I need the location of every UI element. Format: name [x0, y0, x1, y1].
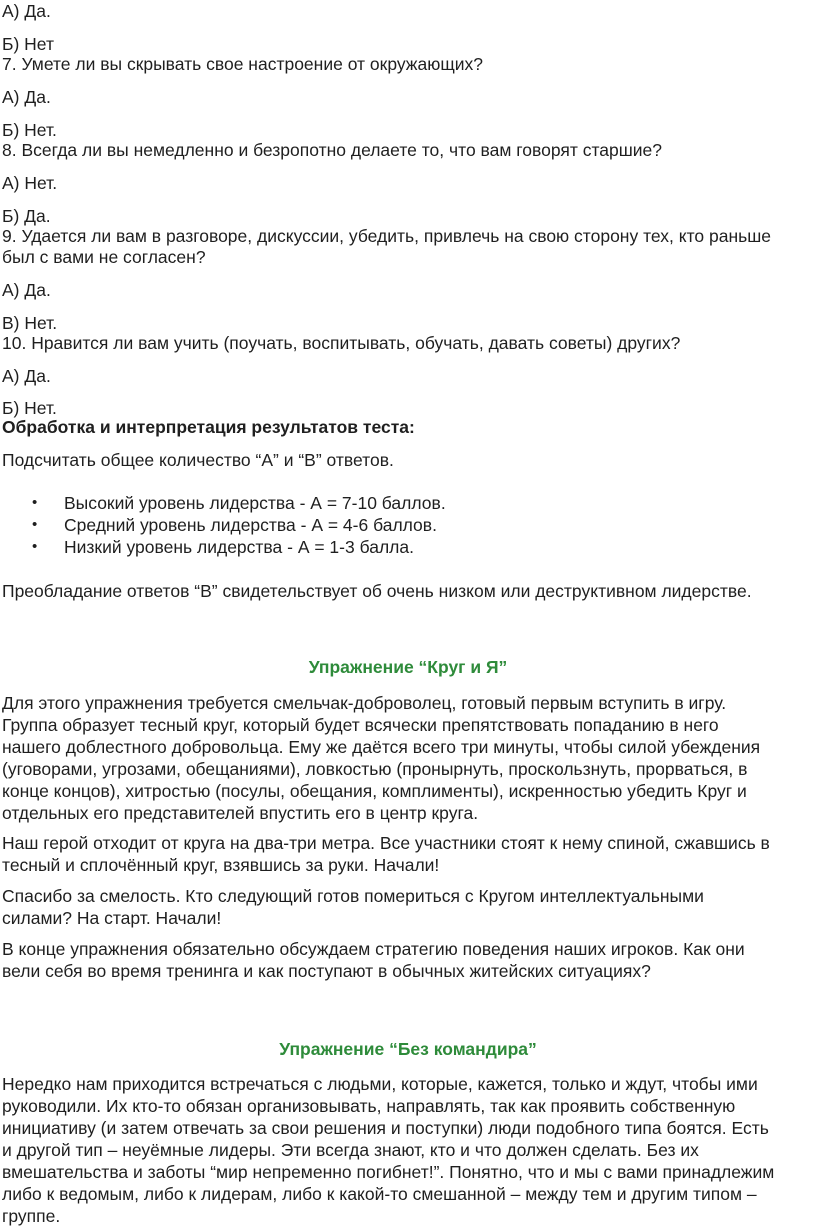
answer-option: А) Да. — [2, 280, 51, 300]
paragraph-line: Преобладание ответов “В” свидетельствует об очень низком или деструктивном лидерстве. — [2, 581, 752, 601]
answer-option: В) Нет. — [2, 313, 58, 333]
bullet-icon: • — [32, 516, 38, 533]
paragraph-line: Группа образует тесный круг, который будет всячески препятствовать попаданию в него — [2, 715, 719, 735]
list-item: Средний уровень лидерства - А = 4-6 баллов. — [64, 515, 437, 535]
paragraph-line: конце концов), хитростью (посулы, обещания, комплименты), искренностью убедить Круг и — [2, 781, 747, 801]
paragraph-line: Спасибо за смелость. Кто следующий готов помериться с Кругом интеллектуальными — [2, 886, 704, 906]
paragraph-line: и другой тип – неуёмные лидеры. Эти всегда знают, кто и что должен сделать. Без их — [2, 1140, 699, 1160]
paragraph-line: вели себя во время тренинга и как поступают в обычных житейских ситуациях? — [2, 961, 651, 981]
answer-option: Б) Нет. — [2, 398, 57, 418]
paragraph-line: нашего доблестного добровольца. Ему же даётся всего три минуты, чтобы силой убеждения — [2, 737, 761, 757]
list-item: Низкий уровень лидерства - А = 1-3 балла. — [64, 537, 414, 557]
paragraph-line: отдельных его представителей впустить его в центр круга. — [2, 803, 479, 823]
paragraph-line: вмешательства и заботы “мир непременно погибнет!”. Понятно, что и мы с вами принадлежим — [2, 1162, 775, 1182]
answer-option: А) Да. — [2, 1, 51, 21]
answer-option: А) Да. — [2, 366, 51, 386]
question-text: 9. Удается ли вам в разговоре, дискуссии, убедить, привлечь на свою сторону тех, кто раньше — [2, 226, 772, 246]
answer-option: А) Да. — [2, 87, 51, 107]
paragraph-line: (уговорами, угрозами, обещаниями), ловкостью (пронырнуть, проскользнуть, прорваться, в — [2, 759, 748, 779]
paragraph-line: либо к ведомым, либо к лидерам, либо к какой-то смешанной – между тем и другим типом – — [2, 1184, 757, 1204]
section-title: Обработка и интерпретация результатов теста: — [2, 417, 415, 437]
question-text: 7. Умете ли вы скрывать свое настроение от окружающих? — [2, 54, 484, 74]
paragraph-line: инициативу (и затем отвечать за свои решения и поступки) люди подобного типа боятся. Есть — [2, 1118, 769, 1138]
paragraph-line: Подсчитать общее количество “А” и “В” ответов. — [2, 450, 394, 470]
exercise-heading: Упражнение “Без командира” — [279, 1039, 537, 1059]
answer-option: Б) Да. — [2, 206, 51, 226]
answer-option: Б) Нет. — [2, 120, 57, 140]
paragraph-line: группе. — [2, 1206, 61, 1226]
bullet-icon: • — [32, 494, 38, 511]
question-text: 8. Всегда ли вы немедленно и безропотно делаете то, что вам говорят старшие? — [2, 140, 663, 160]
list-item: Высокий уровень лидерства - А = 7-10 баллов. — [64, 493, 446, 513]
paragraph-line: Нередко нам приходится встречаться с людьми, которые, кажется, только и ждут, чтобы ими — [2, 1074, 758, 1094]
question-text: 10. Нравится ли вам учить (поучать, воспитывать, обучать, давать советы) других? — [2, 333, 681, 353]
bullet-icon: • — [32, 538, 38, 555]
paragraph-line: силами? На старт. Начали! — [2, 908, 222, 928]
answer-option: А) Нет. — [2, 173, 58, 193]
paragraph-line: В конце упражнения обязательно обсуждаем стратегию поведения наших игроков. Как они — [2, 939, 745, 959]
answer-option: Б) Нет — [2, 34, 54, 54]
question-text: был с вами не согласен? — [2, 247, 206, 267]
exercise-heading: Упражнение “Круг и Я” — [308, 657, 508, 677]
paragraph-line: Наш герой отходит от круга на два-три метра. Все участники стоят к нему спиной, сжавшись в — [2, 833, 770, 853]
paragraph-line: тесный и сплочённый круг, взявшись за руки. Начали! — [2, 855, 440, 875]
paragraph-line: Для этого упражнения требуется смельчак-доброволец, готовый первым вступить в игру. — [2, 693, 727, 713]
paragraph-line: руководили. Их кто-то обязан организовывать, направлять, так как проявить собственную — [2, 1096, 736, 1116]
